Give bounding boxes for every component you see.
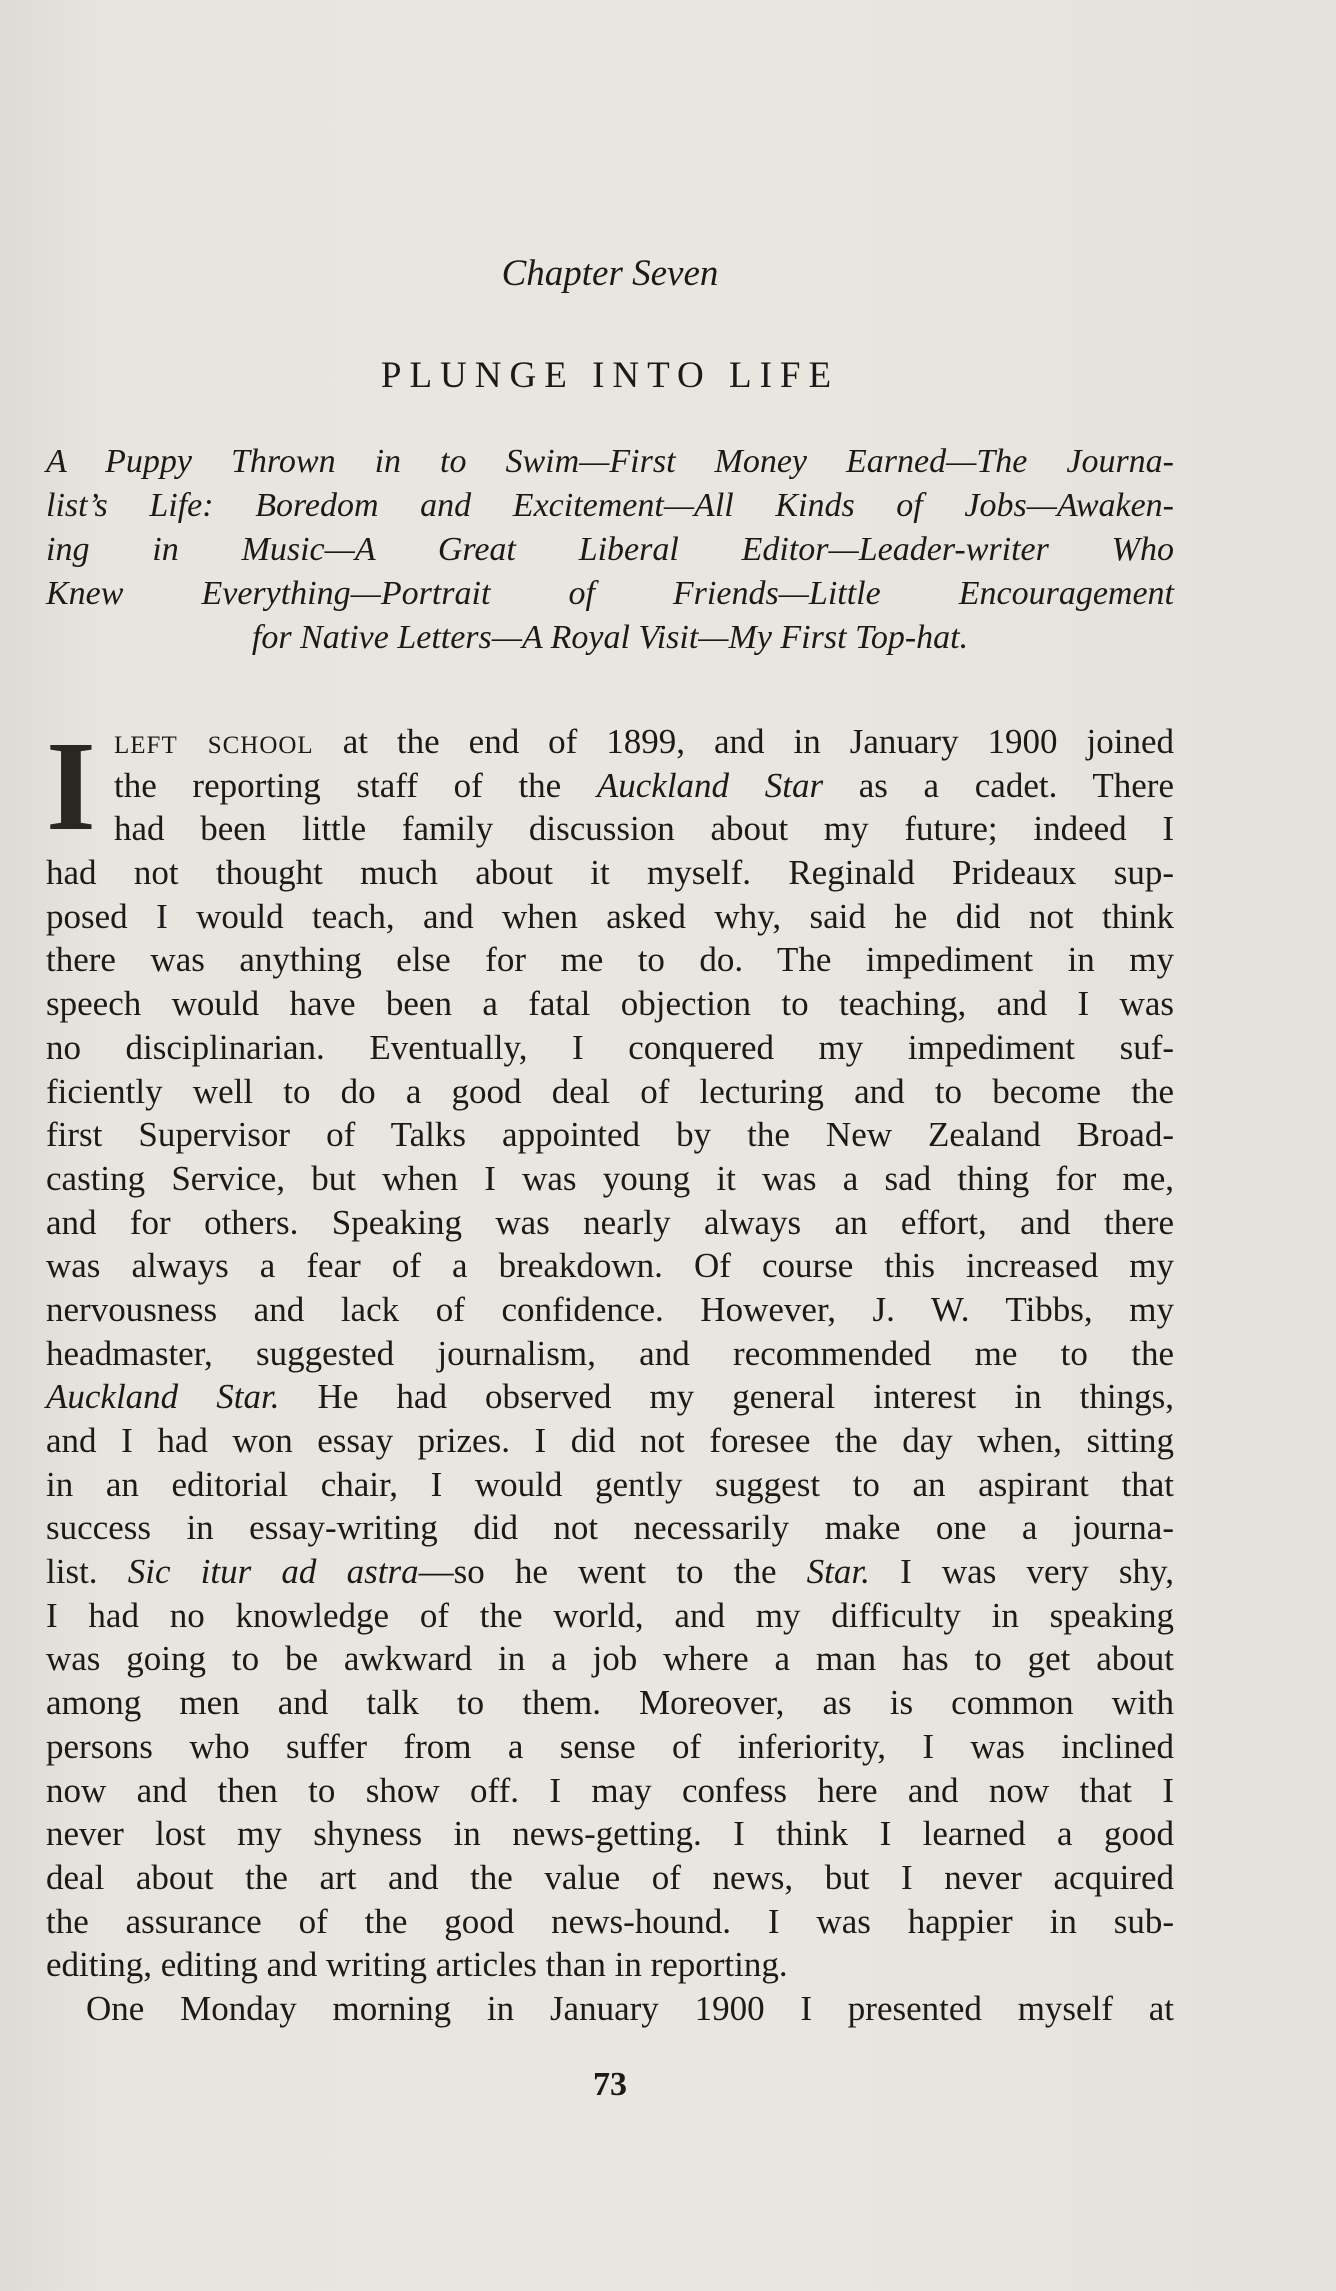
text-span: —so he went to the [418,1552,807,1592]
italic-title: Star. [806,1552,870,1592]
text-span: the reporting staff of the [114,765,597,805]
body-text [46,715,1175,2031]
text-line: no disciplinarian. Eventually, I conquered my impediment suf- [46,1027,1174,1067]
text-line [46,720,1174,764]
synopsis-line: ing in Music—A Great Liberal Editor—Leader-writer Who [46,531,1174,568]
drop-cap: I [46,715,96,857]
text-line: deal about the art and the value of news, but I never acquired [46,1857,1174,1897]
synopsis-line: Knew Everything—Portrait of Friends—Little Encouragement [46,575,1174,612]
chapter-synopsis [46,440,1174,660]
book-page [46,0,1174,2291]
text-line: was always a fear of a breakdown. Of course this increased my [46,1246,1174,1286]
text-line: I had no knowledge of the world, and my difficulty in speaking [46,1595,1174,1635]
italic-title: Auckland Star. [46,1377,280,1417]
text-line: posed I would teach, and when asked why, said he did not think [46,896,1174,936]
synopsis-line: list’s Life: Boredom and Excitement—All Kinds of Jobs—Awaken- [46,487,1174,524]
text-line: was going to be awkward in a job where a man has to get about [46,1639,1174,1679]
text-span: I was very shy, [869,1552,1174,1592]
text-line [46,764,1174,808]
text-line [46,1375,1174,1419]
text-span: list. [46,1552,128,1592]
text-line: and I had won essay prizes. I did not foresee the day when, sitting [46,1421,1174,1460]
text-line: in an editorial chair, I would gently suggest to an aspirant that [46,1464,1174,1504]
text-line: nervousness and lack of confidence. However, J. W. Tibbs, my [46,1289,1174,1329]
text-span: at the end of 1899, and in January 1900 joined [313,722,1175,761]
text-line: speech would have been a fatal objection to teaching, and I was [46,984,1174,1024]
text-span: He had observed my general interest in things, [279,1377,1174,1417]
opening-small-caps: left school [114,722,314,761]
chapter-title: PLUNGE INTO LIFE [380,355,840,396]
text-line: among men and talk to them. Moreover, as is common with [46,1683,1174,1723]
text-line: One Monday morning in January 1900 I presented myself at [86,1988,1174,2028]
text-line [46,1550,1174,1594]
text-line: first Supervisor of Talks appointed by the New Zealand Broad- [46,1115,1174,1155]
text-line: had been little family discussion about my future; indeed I [114,809,1174,849]
text-line: casting Service, but when I was young it was a sad thing for me, [46,1158,1174,1198]
text-line: and for others. Speaking was nearly always an effort, and there [46,1202,1174,1242]
text-line: never lost my shyness in news-getting. I think I learned a good [46,1814,1174,1854]
text-line: ficiently well to do a good deal of lecturing and to become the [46,1071,1174,1111]
page-number: 73 [593,2066,627,2103]
text-line: success in essay-writing did not necessarily make one a journa- [46,1508,1174,1548]
text-line: now and then to show off. I may confess here and now that I [46,1770,1174,1810]
italic-phrase: Sic itur ad astra [127,1552,419,1592]
text-line: the assurance of the good news-hound. I was happier in sub- [46,1901,1174,1941]
synopsis-line: A Puppy Thrown in to Swim—First Money Earned—The Journa- [46,443,1174,480]
italic-title: Auckland Star [596,765,824,805]
text-line: persons who suffer from a sense of inferiority, I was inclined [46,1726,1174,1766]
chapter-label: Chapter Seven [501,253,719,294]
text-line: editing, editing and writing articles than in reporting. [46,1945,788,1985]
text-line: had not thought much about it myself. Reginald Prideaux sup- [46,853,1174,893]
text-line: there was anything else for me to do. The impediment in my [46,940,1174,980]
synopsis-line: for Native Letters—A Royal Visit—My First Top-hat. [251,619,969,656]
text-span: as a cadet. There [823,765,1174,805]
text-line: headmaster, suggested journalism, and recommended me to the [46,1333,1174,1373]
